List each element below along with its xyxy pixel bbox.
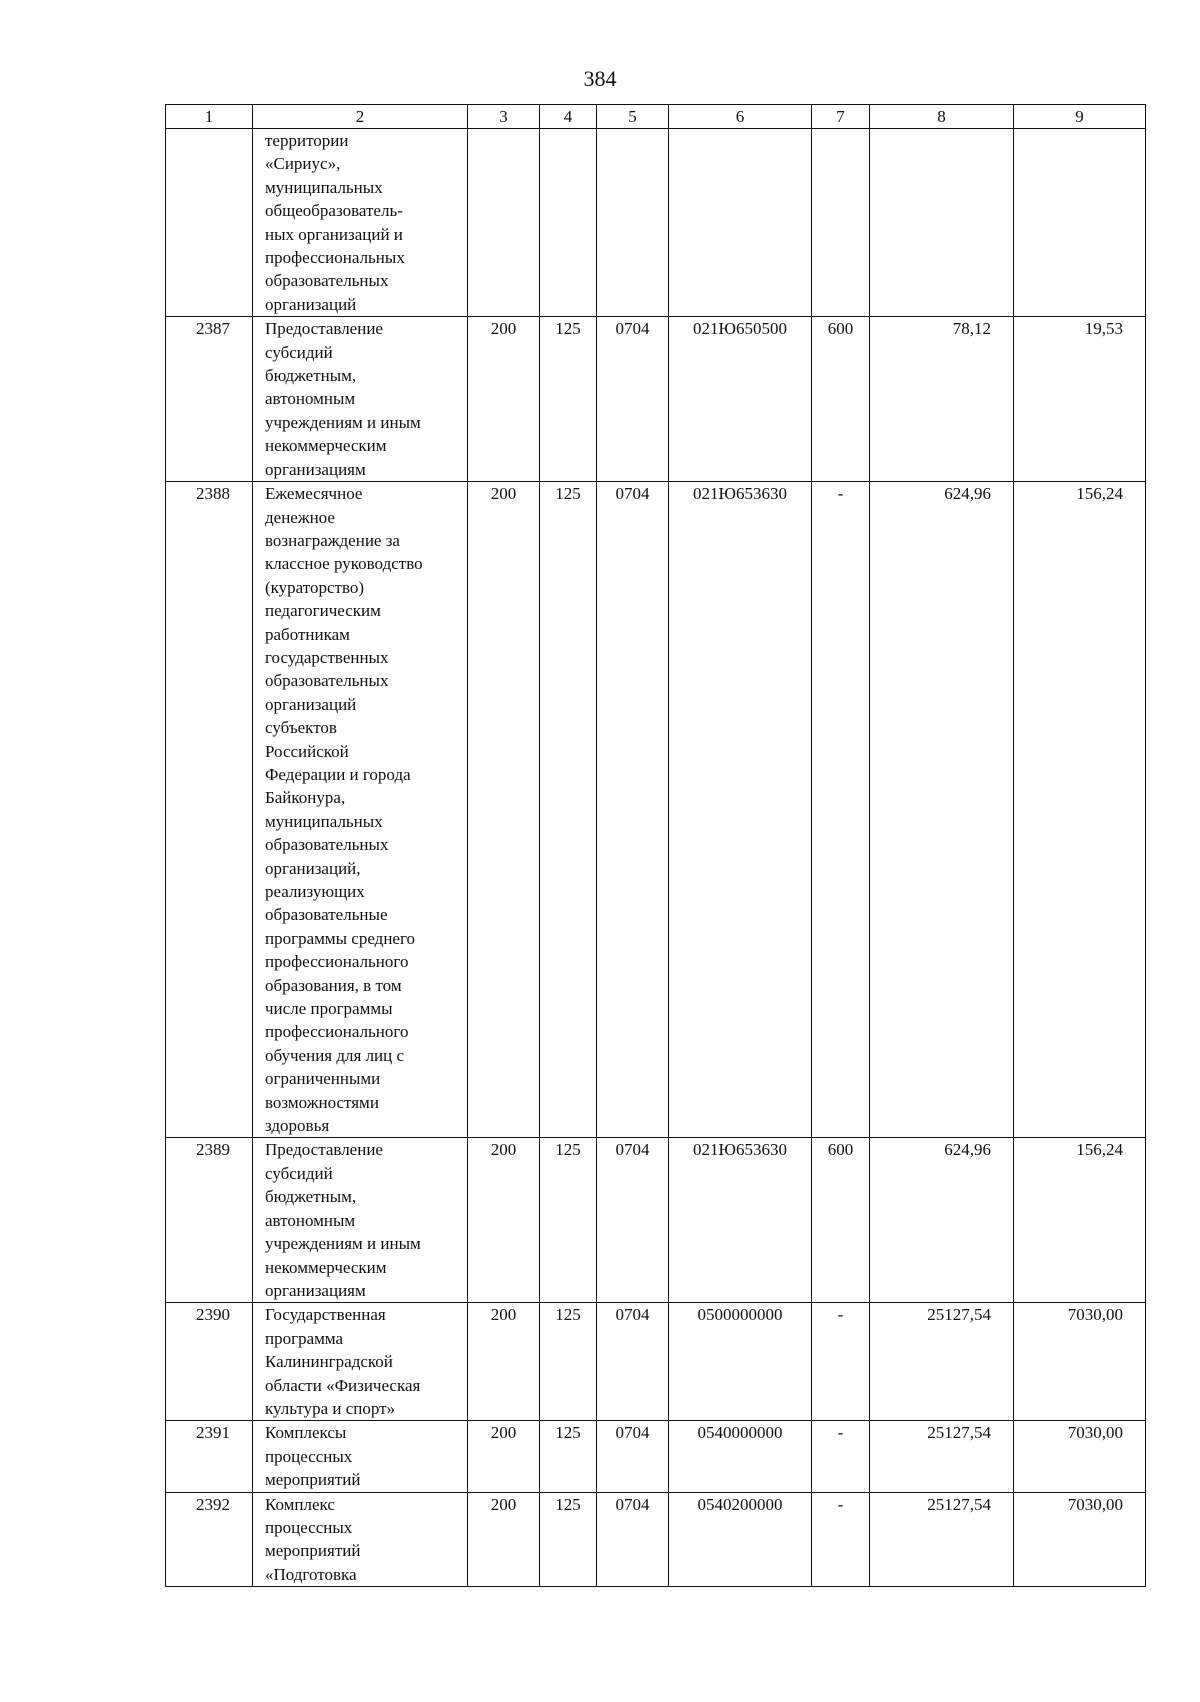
column-3-cell: 200 [468, 1138, 540, 1303]
column-5-cell: 0704 [597, 482, 669, 1138]
description-line: ных организаций и [265, 224, 403, 244]
column-5-cell [597, 129, 669, 317]
description-cell [253, 1138, 468, 1303]
column-4-cell: 125 [540, 1303, 597, 1421]
description-cell [253, 129, 468, 317]
description-line: мероприятий [265, 1541, 361, 1561]
row-number-cell: 2390 [166, 1303, 253, 1421]
description-line: бюджетным, [265, 366, 357, 386]
description-cell [253, 1303, 468, 1421]
header-cell-8: 8 [870, 105, 1014, 129]
description-line: организаций [265, 694, 357, 714]
code-cell: 0540000000 [669, 1421, 812, 1492]
description-line: профессиональных [265, 248, 405, 268]
description-line: субсидий [265, 342, 333, 362]
description-line: мероприятий [265, 1470, 361, 1490]
amount-cell-2: 156,24 [1014, 482, 1146, 1138]
table-row [166, 129, 1146, 317]
description-line: обучения для лиц с [265, 1045, 405, 1065]
description-line: возможностями [265, 1092, 379, 1112]
description-line: реализующих [265, 882, 365, 901]
description-line: общеобразователь- [265, 201, 403, 221]
header-cell-6: 6 [669, 105, 812, 129]
amount-cell: 25127,54 [870, 1492, 1014, 1587]
column-4-cell [540, 129, 597, 317]
description-line: профессионального [265, 952, 409, 972]
column-3-cell: 200 [468, 482, 540, 1138]
column-5-cell: 0704 [597, 1492, 669, 1587]
description-line: Государственная [265, 1305, 386, 1325]
description-line: денежное [265, 507, 335, 527]
description-line: Предоставление [265, 1140, 383, 1160]
description-cell [253, 482, 468, 1138]
amount-cell-2: 156,24 [1014, 1138, 1146, 1303]
description-line: образовательных [265, 271, 389, 291]
description-line: учреждениям и иным [265, 1234, 421, 1254]
table-row [166, 1303, 1146, 1421]
description-line: профессионального [265, 1022, 409, 1042]
description-line: образовательных [265, 835, 389, 855]
table-row [166, 1492, 1146, 1587]
code-cell [669, 129, 812, 317]
expense-type-cell [812, 129, 870, 317]
description-line: организаций, [265, 858, 361, 878]
description-line: некоммерческим [265, 436, 387, 456]
description-line: субсидий [265, 1163, 333, 1183]
row-number-cell: 2388 [166, 482, 253, 1138]
row-number-cell: 2391 [166, 1421, 253, 1492]
description-line: автономным [265, 389, 356, 409]
column-3-cell: 200 [468, 317, 540, 482]
column-4-cell: 125 [540, 1138, 597, 1303]
description-line: Российской [265, 741, 349, 761]
header-cell-3: 3 [468, 105, 540, 129]
description-line: Байконура, [265, 788, 346, 808]
expense-type-cell: 600 [812, 317, 870, 482]
amount-cell: 624,96 [870, 482, 1014, 1138]
expense-type-cell: - [812, 1421, 870, 1492]
description-line: субъектов [265, 718, 337, 738]
description-line: Федерации и города [265, 764, 411, 784]
header-cell-7: 7 [812, 105, 870, 129]
code-cell: 021Ю653630 [669, 1138, 812, 1303]
row-number-cell: 2392 [166, 1492, 253, 1587]
description-line: программа [265, 1328, 344, 1348]
column-5-cell: 0704 [597, 1421, 669, 1492]
code-cell: 0540200000 [669, 1492, 812, 1587]
description-cell [253, 317, 468, 482]
amount-cell: 624,96 [870, 1138, 1014, 1303]
table-row [166, 1421, 1146, 1492]
description-line: «Сириус», [265, 154, 341, 174]
table-row [166, 317, 1146, 482]
amount-cell: 25127,54 [870, 1421, 1014, 1492]
description-line: организаций [265, 294, 357, 314]
column-5-cell: 0704 [597, 317, 669, 482]
description-cell [253, 1421, 468, 1492]
table-row [166, 482, 1146, 1138]
description-line: некоммерческим [265, 1257, 387, 1277]
expense-type-cell: - [812, 1492, 870, 1587]
column-3-cell: 200 [468, 1492, 540, 1587]
amount-cell-2: 7030,00 [1014, 1421, 1146, 1492]
description-line: муниципальных [265, 811, 383, 831]
description-line: числе программы [265, 999, 393, 1019]
amount-cell-2: 7030,00 [1014, 1303, 1146, 1421]
description-line: педагогическим [265, 601, 381, 621]
description-line: образовательных [265, 671, 389, 691]
description-line: организациям [265, 459, 366, 479]
code-cell: 0500000000 [669, 1303, 812, 1421]
header-cell-5: 5 [597, 105, 669, 129]
column-4-cell: 125 [540, 482, 597, 1138]
amount-cell: 78,12 [870, 317, 1014, 482]
amount-cell [870, 129, 1014, 317]
description-line: Комплекс [265, 1494, 335, 1514]
column-5-cell: 0704 [597, 1303, 669, 1421]
column-4-cell: 125 [540, 317, 597, 482]
code-cell: 021Ю653630 [669, 482, 812, 1138]
description-line: работникам [265, 624, 350, 644]
page-number: 384 [583, 66, 617, 91]
description-line: (кураторство) [265, 577, 365, 597]
description-line: образовательные [265, 905, 388, 925]
description-cell [253, 1492, 468, 1587]
table-row [166, 1138, 1146, 1303]
description-line: «Подготовка [265, 1564, 357, 1584]
row-number-cell: 2389 [166, 1138, 253, 1303]
description-line: образования, в том [265, 975, 402, 995]
description-line: культура и спорт» [265, 1398, 396, 1418]
description-line: процессных [265, 1446, 353, 1466]
expense-type-cell: - [812, 482, 870, 1138]
description-line: учреждениям и иным [265, 412, 421, 432]
description-line: муниципальных [265, 177, 383, 197]
amount-cell-2: 19,53 [1014, 317, 1146, 482]
description-line: области «Физическая [265, 1375, 421, 1395]
table-body [166, 105, 1146, 1587]
description-line: классное руководство [265, 554, 423, 574]
row-number-cell: 2387 [166, 317, 253, 482]
description-line: процессных [265, 1517, 353, 1537]
header-cell-9: 9 [1014, 105, 1146, 129]
code-cell: 021Ю650500 [669, 317, 812, 482]
description-line: Калининградской [265, 1352, 393, 1372]
header-cell-4: 4 [540, 105, 597, 129]
expense-type-cell: 600 [812, 1138, 870, 1303]
description-line: вознаграждение за [265, 530, 400, 550]
description-line: территории [265, 131, 349, 150]
column-3-cell: 200 [468, 1303, 540, 1421]
description-line: Комплексы [265, 1423, 347, 1443]
amount-cell-2: 7030,00 [1014, 1492, 1146, 1587]
description-line: Предоставление [265, 319, 383, 339]
description-line: государственных [265, 647, 389, 667]
row-number-cell [166, 129, 253, 317]
description-line: организациям [265, 1280, 366, 1300]
description-line: здоровья [265, 1116, 330, 1136]
description-line: программы среднего [265, 928, 416, 948]
header-row [166, 105, 1146, 129]
amount-cell-2 [1014, 129, 1146, 317]
header-cell-1: 1 [166, 105, 253, 129]
header-cell-2: 2 [253, 105, 468, 129]
column-3-cell: 200 [468, 1421, 540, 1492]
description-line: автономным [265, 1210, 356, 1230]
description-line: бюджетным, [265, 1187, 357, 1207]
description-line: Ежемесячное [265, 484, 363, 504]
expense-type-cell: - [812, 1303, 870, 1421]
description-line: ограниченными [265, 1069, 381, 1089]
amount-cell: 25127,54 [870, 1303, 1014, 1421]
column-5-cell: 0704 [597, 1138, 669, 1303]
column-4-cell: 125 [540, 1492, 597, 1587]
budget-table [165, 104, 1146, 1587]
column-4-cell: 125 [540, 1421, 597, 1492]
column-3-cell [468, 129, 540, 317]
